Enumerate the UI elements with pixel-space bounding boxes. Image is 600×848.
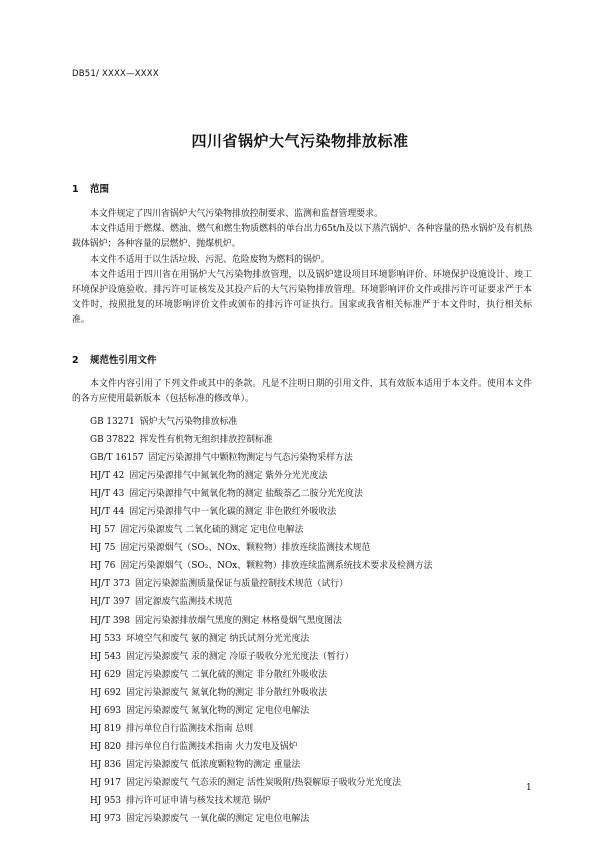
reference-item <box>90 738 540 756</box>
reference-code: HJ 533 <box>90 633 122 644</box>
reference-item <box>90 612 540 630</box>
reference-item <box>90 792 540 810</box>
reference-item <box>90 539 540 557</box>
reference-title: 固定污染源排气中氮氧化物的测定 盐酸萘乙二胺分光光度法 <box>129 489 363 500</box>
reference-title: 固定污染源废气 低浓度颗粒物的测定 重量法 <box>126 759 301 770</box>
reference-title: 固定污染源废气 二氧化硫的测定 定电位电解法 <box>120 525 304 536</box>
document-code: DB51/ XXXX—XXXX <box>72 69 159 79</box>
reference-item <box>90 774 540 792</box>
reference-item <box>90 666 540 684</box>
reference-title: 排污单位自行监测技术指南 火力发电及锅炉 <box>126 741 298 752</box>
reference-item <box>90 702 540 720</box>
reference-title: 排污许可证申请与核发技术规范 锅炉 <box>126 795 271 806</box>
reference-item <box>90 521 540 539</box>
reference-title: 固定污染源烟气（SO₂、NOx、颗粒物）排放连续监测系统技术要求及检测方法 <box>120 561 433 572</box>
reference-code: HJ 57 <box>90 525 116 536</box>
reference-item <box>90 575 540 593</box>
reference-code: HJ/T 398 <box>90 615 130 626</box>
reference-title: 固定污染源废气 一氧化碳的测定 定电位电解法 <box>126 814 310 825</box>
reference-title: 固定污染源废气 气态汞的测定 活性炭吸附/热裂解原子吸收分光光度法 <box>126 777 401 788</box>
scope-paragraph: 本文件适用于燃煤、燃油、燃气和燃生物质燃料的单台出力65t/h及以下蒸汽锅炉、各种容量的热水锅炉及有机热载体锅炉；各种容量的层燃炉、抛煤机炉。 <box>72 224 532 250</box>
reference-code: HJ 917 <box>90 777 122 788</box>
reference-item <box>90 684 540 702</box>
reference-code: GB 13271 <box>90 417 135 427</box>
reference-title: 固定污染源排气中颗粒物测定与气态污染物采样方法 <box>148 453 353 464</box>
reference-code: GB/T 16157 <box>90 453 144 464</box>
reference-title: 固定污染源废气 氮氧化物的测定 非分散红外吸收法 <box>126 687 327 698</box>
section-2-heading <box>72 352 157 366</box>
reference-code: HJ 76 <box>90 561 116 572</box>
reference-code: HJ 693 <box>90 705 122 716</box>
reference-code: HJ/T 397 <box>90 597 130 608</box>
reference-item <box>90 485 540 503</box>
section-1-number: 1 <box>72 184 79 195</box>
reference-code: HJ/T 43 <box>90 489 125 500</box>
reference-code: HJ/T 373 <box>90 579 130 590</box>
reference-code: HJ 836 <box>90 759 122 770</box>
reference-title: 固定污染源排气中一氧化碳的测定 非色散红外吸收法 <box>129 507 337 518</box>
reference-title: 固定污染源烟气（SO₂、NOx、颗粒物）排放连续监测技术规范 <box>120 543 371 554</box>
reference-title: 环境空气和废气 氨的测定 纳氏试剂分光光度法 <box>126 633 310 644</box>
reference-code: HJ 820 <box>90 741 122 752</box>
reference-title: 固定污染源监测质量保证与质量控制技术规范（试行） <box>134 579 348 590</box>
reference-code: HJ/T 42 <box>90 471 125 482</box>
reference-code: HJ 692 <box>90 687 122 698</box>
reference-title: 固定污染源废气 汞的测定 冷原子吸收分光光度法（暂行） <box>126 651 354 662</box>
section-2-number: 2 <box>72 355 79 366</box>
reference-item <box>90 720 540 738</box>
section-2-title: 规范性引用文件 <box>90 355 157 366</box>
reference-item <box>90 648 540 666</box>
reference-item <box>90 593 540 611</box>
section-1-body <box>72 207 532 329</box>
reference-title: 固定污染源废气 二氧化硫的测定 非分散红外吸收法 <box>126 669 327 680</box>
reference-item <box>90 557 540 575</box>
reference-code: HJ/T 44 <box>90 507 125 518</box>
section-1-heading <box>72 181 109 195</box>
reference-code: HJ 819 <box>90 723 122 734</box>
reference-item <box>90 503 540 521</box>
reference-item <box>90 449 540 467</box>
reference-list <box>90 413 540 828</box>
reference-code: HJ 543 <box>90 651 122 662</box>
reference-code: HJ 75 <box>90 543 116 554</box>
reference-item <box>90 756 540 774</box>
reference-item <box>90 431 540 449</box>
reference-title: 固定污染源废气 氮氧化物的测定 定电位电解法 <box>126 705 310 716</box>
reference-item <box>90 467 540 485</box>
reference-title: 挥发性有机物无组织排放控制标准 <box>139 435 273 446</box>
scope-paragraph: 本文件适用于四川省在用锅炉大气污染物排放管理，以及锅炉建设项目环境影响评价、环境保护设施设计、竣工环境保护设施验收、排污许可证核发及其投产后的大气污染物排放管理。环境影响评价文件或排污许可证要求严于本文件时，按照批复的环境影响评价文件或颁布的排污许可证执行。国家或我省相关标准严于本文件时，执行相关标准。 <box>72 269 532 326</box>
reference-title: 固定源废气监测技术规范 <box>134 597 233 608</box>
reference-title: 固定污染源排放烟气黑度的测定 林格曼烟气黑度图法 <box>134 615 342 626</box>
reference-title: 锅炉大气污染物排放标准 <box>139 417 238 427</box>
document-title: 四川省锅炉大气污染物排放标准 <box>191 132 409 150</box>
reference-code: HJ 973 <box>90 814 122 825</box>
page-number: 1 <box>526 783 532 793</box>
reference-title: 排污单位自行监测技术指南 总则 <box>126 723 254 734</box>
reference-item <box>90 413 540 431</box>
reference-item <box>90 810 540 828</box>
section-1-title: 范围 <box>90 184 110 195</box>
scope-paragraph: 本文件不适用于以生活垃圾、污泥、危险废物为燃料的锅炉。 <box>90 254 330 265</box>
references-intro-paragraph: 本文件内容引用了下列文件或其中的条款。凡是不注明日期的引用文件，其有效版本适用于本文件。使用本文件的各方应使用最新版本（包括标准的修改单）。 <box>72 379 532 405</box>
reference-code: HJ 953 <box>90 795 122 806</box>
scope-paragraph: 本文件规定了四川省锅炉大气污染物排放控制要求、监测和监督管理要求。 <box>90 209 383 219</box>
reference-code: HJ 629 <box>90 669 122 680</box>
section-2-intro <box>72 377 532 407</box>
reference-title: 固定污染源排气中氮氧化物的测定 紫外分光光度法 <box>129 471 328 482</box>
reference-item <box>90 630 540 648</box>
reference-code: GB 37822 <box>90 435 135 446</box>
